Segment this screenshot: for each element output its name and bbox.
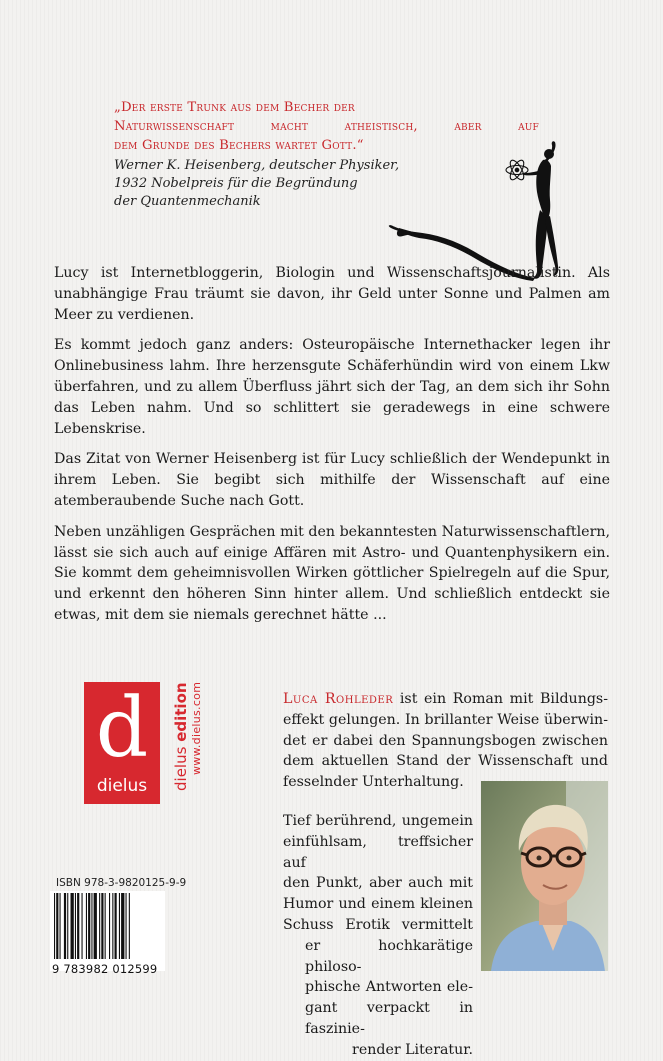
barcode-bar xyxy=(88,893,90,959)
blurb-paragraph: Lucy ist Internetbloggerin, Biologin und Wissenschaftsjournalistin. Als unabhängige Frau träumt sie davon, ihr Geld unter Sonne und Palmen am Meer zu verdienen. xyxy=(54,265,610,323)
author-photo xyxy=(481,781,608,971)
barcode-digits: 9 783982 012599 xyxy=(52,962,158,976)
dielus-logo xyxy=(84,682,160,804)
barcode-bar xyxy=(112,893,113,959)
barcode-bar xyxy=(94,893,97,959)
publisher-vertical-text xyxy=(168,682,208,804)
author-line: Tief berührend, ungemein xyxy=(283,813,473,829)
author-line: einfühlsam, treffsicher auf xyxy=(283,833,473,871)
barcode-bar xyxy=(109,893,110,959)
edition-brand: dielus xyxy=(172,746,190,791)
quote-line: „Der erste Trunk aus dem Becher der xyxy=(114,100,355,115)
barcode-bar xyxy=(129,893,130,967)
barcode-bar xyxy=(77,893,79,959)
barcode-bar xyxy=(64,893,66,959)
author-line: Schuss Erotik vermittelt xyxy=(283,916,473,933)
logo-letter: d xyxy=(95,681,149,776)
barcode-bar xyxy=(91,893,92,959)
barcode-bar xyxy=(71,893,74,959)
barcode-bar xyxy=(126,893,127,959)
author-line: Humor und einem kleinen xyxy=(283,896,473,913)
logo-name: dielus xyxy=(96,776,148,796)
author-paragraph-rest: ist ein Roman mit Bildungseffekt gelungen. In brillanter Weise überwindet er dabei den Spannungsbogen zwischen dem aktuellen Stand der Wissenschaft und fesselnder Unterhaltung. xyxy=(283,691,608,791)
isbn-label: ISBN 978-3-9820125-9-9 xyxy=(56,877,187,889)
author-paragraph-2 xyxy=(283,811,473,1061)
author-line: den Punkt, aber auch mit xyxy=(283,875,473,892)
barcode-bar xyxy=(86,893,87,959)
barcode-bar xyxy=(121,893,124,959)
barcode-bar xyxy=(67,893,68,959)
barcode-bar xyxy=(101,893,103,959)
barcode-bar xyxy=(56,893,58,967)
barcode-bar xyxy=(75,893,76,959)
author-line: render Literatur. xyxy=(352,1041,473,1058)
barcode-bar xyxy=(54,893,55,967)
barcode-bar xyxy=(82,893,83,959)
blurb-paragraph: Es kommt jedoch ganz anders: Osteuropäische Internethacker legen ihr Onlinebusiness lahm. Ihre herzensgute Schäferhündin wird von einem Lkw überfahren, und zu allem Überfluss jährt sich der Tag, an dem sich ihr Sohn das Leben nahm. Und so schlittert sie geradewegs in eine schwere Lebenskrise. xyxy=(54,337,610,437)
atom-icon xyxy=(506,158,528,182)
attribution-line: der Quantenmechanik xyxy=(114,194,261,209)
author-line: er hochkarätige philoso- xyxy=(305,937,473,975)
barcode xyxy=(50,891,165,971)
publisher-url: www.dielus.com xyxy=(190,682,203,776)
barcode-bar xyxy=(99,893,100,959)
author-name: Luca Rohleder xyxy=(283,691,394,707)
attribution-line: 1932 Nobelpreis für die Begründung xyxy=(114,176,358,191)
barcode-bar xyxy=(119,893,120,959)
blurb-body xyxy=(54,263,610,636)
edition-word: edition xyxy=(172,682,190,742)
quote-line: Naturwissenschaft macht atheistisch, aber auf xyxy=(114,119,539,134)
author-line: phische Antworten ele- xyxy=(305,979,473,996)
barcode-bar xyxy=(60,893,61,959)
quote-line: dem Grunde des Bechers wartet Gott.“ xyxy=(114,138,364,153)
attribution-line: Werner K. Heisenberg, deutscher Physiker, xyxy=(114,158,400,173)
barcode-bar xyxy=(105,893,106,959)
blurb-paragraph: Neben unzähligen Gesprächen mit den bekanntesten Naturwissenschaftlern, lässt sie sich auch auf einige Affären mit Astro- und Quantenphysikern ein. Sie kommt dem geheimnisvollen Wirken göttlicher Spielregeln auf die Spur, und erkennt den höheren Sinn hinter allem. Und schließlich entdeckt sie etwas, mit dem sie niemals gerechnet hätte ... xyxy=(54,523,610,623)
author-paragraph xyxy=(283,689,608,793)
blurb-paragraph: Das Zitat von Werner Heisenberg ist für Lucy schließlich der Wendepunkt in ihrem Leben. Sie begibt sich mithilfe der Wissenschaft auf eine atemberaubende Suche nach Gott. xyxy=(54,451,610,509)
edition-label xyxy=(172,682,190,804)
author-line: gant verpackt in faszinie- xyxy=(305,1000,473,1037)
barcode-bar xyxy=(115,893,117,959)
